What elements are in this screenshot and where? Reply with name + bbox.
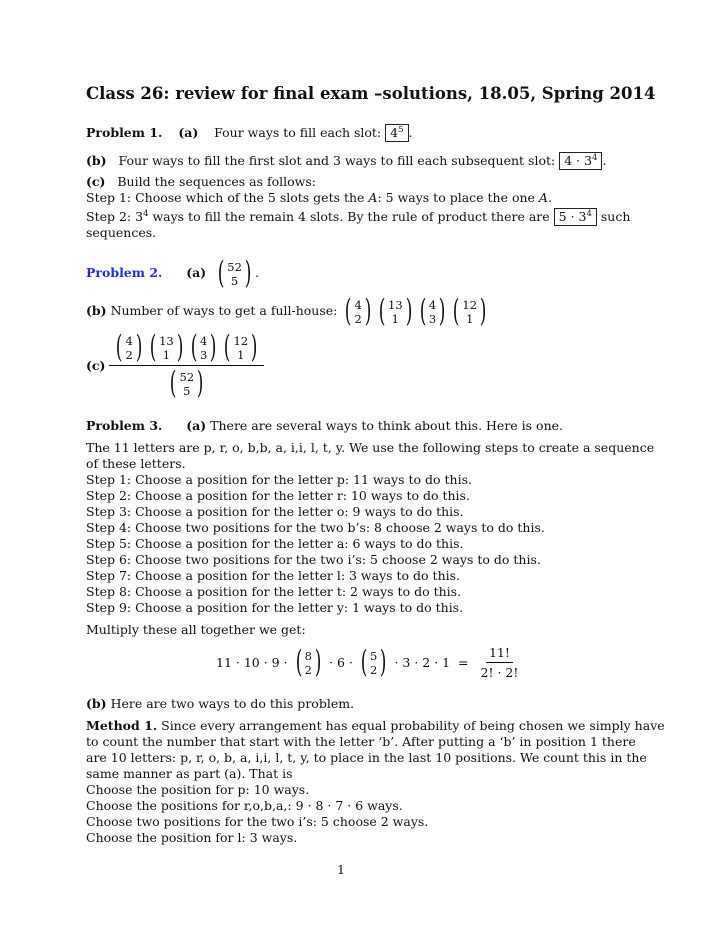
binomial: ( 12 1 ): [224, 329, 258, 365]
problem-3-label: Problem 3.: [86, 418, 163, 433]
problem-2-c: [86, 329, 264, 401]
binomial: ( 12 1 ): [453, 293, 487, 329]
binomial: ( 4 3 ): [190, 329, 217, 365]
part-a-label: (a): [186, 418, 207, 433]
display-equation: 11 · 10 · 9 · ( 8 2 ) · 6 · ( 5 2 ) · 3 · 2 · 1 = $\frac{11!}{2! \cdot 2!}$: [216, 644, 519, 680]
problem-2-a: Problem 2. (a) ( 52 5 ) .: [86, 255, 259, 291]
binomial: ( 13 1 ): [378, 293, 413, 329]
part-c-label: (c): [86, 174, 106, 189]
text-line: Step 4: Choose two positions for the two b’s: 8 choose 2 ways to do this.: [86, 520, 545, 535]
part-b-label: (b): [86, 153, 107, 168]
problem-3-a: [86, 418, 563, 434]
probability-fraction: [109, 329, 264, 401]
text-line: Step 7: Choose a position for the letter l: 3 ways to do this.: [86, 568, 461, 583]
part-b-label: (b): [86, 303, 107, 318]
answer-box: $4 \cdot 3^4$: [559, 152, 602, 170]
part-b-label: (b): [86, 696, 107, 711]
part-b-text: Here are two ways to do this problem.: [110, 696, 355, 711]
method-1-line: Method 1. Since every arrangement has equal probability of being chosen we simply have: [86, 718, 665, 733]
text-line: same manner as part (a). That is: [86, 766, 293, 781]
equation-fraction: $\frac{11!}{2! \cdot 2!}$: [480, 645, 519, 680]
problem-1-step-1: Step 1: Choose which of the 5 slots gets the A: 5 ways to place the one A.: [86, 190, 552, 205]
text-line: Choose the positions for r,o,b,a,: 9 · 8 · 7 · 6 ways.: [86, 798, 403, 813]
problem-2-label: Problem 2.: [86, 265, 163, 280]
part-a-label: (a): [186, 265, 207, 280]
binomial: ( 52 5 ): [170, 365, 204, 401]
answer-box: $5 \cdot 3^4$: [554, 208, 597, 226]
part-b-text: Four ways to fill the first slot and 3 ways to fill each subsequent slot:: [118, 153, 556, 168]
part-a-text: There are several ways to think about this. Here is one.: [210, 418, 564, 433]
text-line: Multiply these all together we get:: [86, 622, 306, 637]
text-line: Choose two positions for the two i’s: 5 choose 2 ways.: [86, 814, 429, 829]
text-line: of these letters.: [86, 456, 186, 471]
text-line: to count the number that start with the letter ‘b’. After putting a ‘b’ in position 1 there: [86, 734, 636, 749]
text-line: Choose the position for l: 3 ways.: [86, 830, 298, 845]
text-line: Step 8: Choose a position for the letter t: 2 ways to do this.: [86, 584, 462, 599]
text-line: Step 6: Choose two positions for the two i’s: 5 choose 2 ways to do this.: [86, 552, 541, 567]
problem-1-c: [86, 174, 316, 190]
problem-1-continued: sequences.: [86, 225, 157, 240]
text-line: Step 3: Choose a position for the letter o: 9 ways to do this.: [86, 504, 464, 519]
binomial: ( 4 3 ): [419, 293, 446, 329]
answer-box: $4^5$: [385, 124, 408, 142]
binomial: ( 13 1 ): [149, 329, 184, 365]
text-line: Step 1: Choose a position for the letter p: 11 ways to do this.: [86, 472, 472, 487]
text-line: The 11 letters are p, r, o, b,b, a, i,i, l, t, y. We use the following steps to create a sequence: [86, 440, 655, 455]
method-1-label: Method 1.: [86, 718, 158, 733]
page-number: 1: [337, 862, 345, 877]
problem-1-label: Problem 1.: [86, 125, 163, 140]
part-a-label: (a): [178, 125, 199, 140]
binomial: ( 5 2 ): [360, 644, 387, 680]
problem-1-step-2: Step 2: $3^4$ ways to fill the remain 4 slots. By the rule of product there are $5 \cdot 3^4$ such: [86, 208, 631, 224]
text-line: Step 5: Choose a position for the letter a: 6 ways to do this.: [86, 536, 464, 551]
page-title: Class 26: review for final exam –solutions, 18.05, Spring 2014: [86, 84, 656, 103]
text-line: Step 9: Choose a position for the letter y: 1 ways to do this.: [86, 600, 464, 615]
problem-2-b: [86, 294, 490, 328]
binomial: ( 4 2 ): [116, 329, 143, 365]
part-b-text: Number of ways to get a full-house:: [110, 303, 338, 318]
problem-1-b: (b) Four ways to fill the first slot and 3 ways to fill each subsequent slot: $4 \cdot 3^4$ .: [86, 152, 607, 168]
part-c-text: Build the sequences as follows:: [117, 174, 316, 189]
text-line: Step 2: Choose a position for the letter r: 10 ways to do this.: [86, 488, 470, 503]
part-a-text: Four ways to fill each slot:: [214, 125, 382, 140]
problem-1-a: Problem 1. (a) Four ways to fill each slot: $4^5$ .: [86, 124, 413, 140]
binomial: ( 52 5 ): [217, 255, 252, 291]
binomial: ( 4 2 ): [345, 293, 372, 329]
part-c-label: (c): [86, 358, 106, 373]
text-line: Choose the position for p: 10 ways.: [86, 782, 310, 797]
text-line: are 10 letters: p, r, o, b, a, i,i, l, t, y, to place in the last 10 positions. We count this in the: [86, 750, 647, 765]
problem-3-b: [86, 696, 354, 712]
binomial: ( 8 2 ): [295, 644, 322, 680]
